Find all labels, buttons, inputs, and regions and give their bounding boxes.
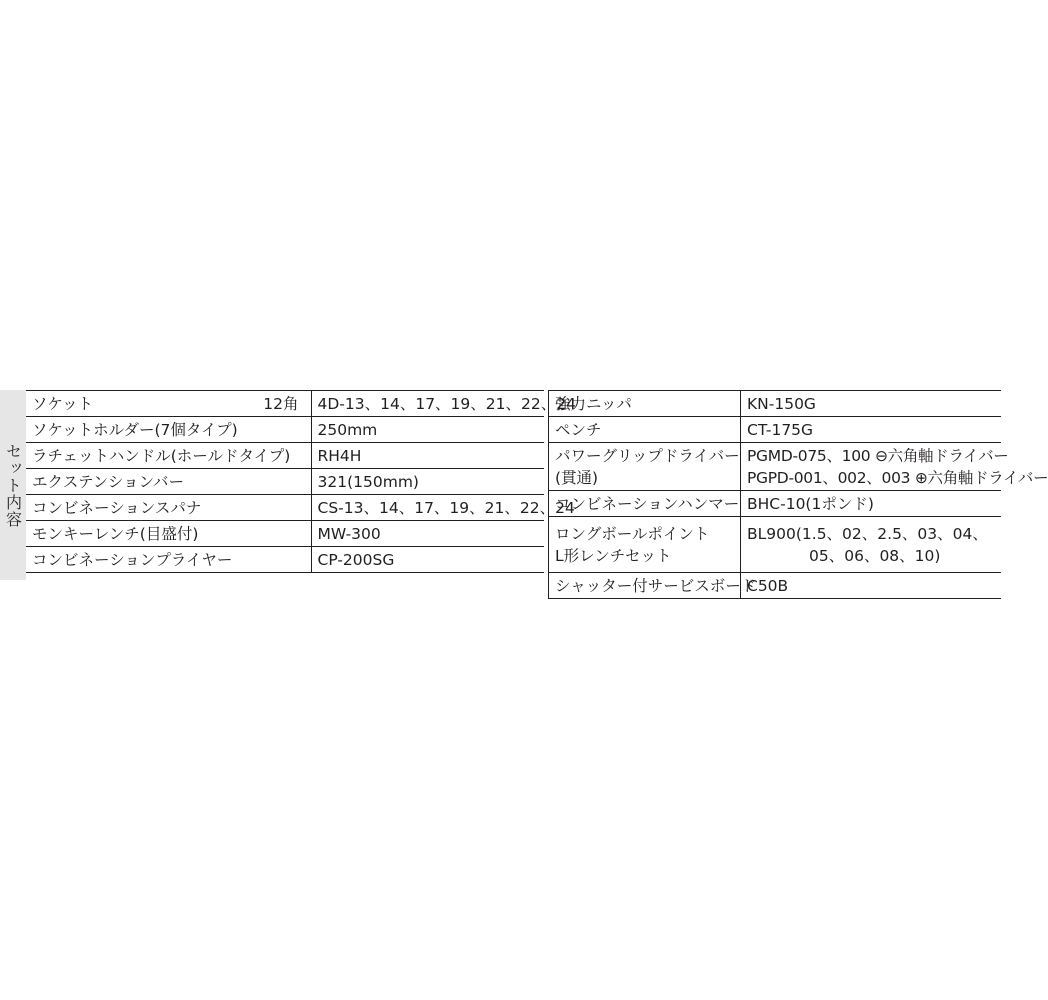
item-value: CS-13、14、17、19、21、22、24 [311, 495, 544, 521]
item-name: モンキーレンチ(目盛付) [26, 521, 311, 547]
table-row [26, 469, 544, 495]
item-name-cell [549, 517, 741, 573]
table-row [26, 443, 544, 469]
item-name: ペンチ [549, 417, 741, 443]
table-row [549, 391, 1001, 417]
left-spec-table [26, 390, 576, 573]
item-value: CT-175G [741, 417, 1001, 443]
item-name: コンビネーションハンマー [549, 491, 741, 517]
table-row [26, 391, 544, 417]
item-value-line: PGMD-075、100 ⊖六角軸ドライバー [747, 446, 1009, 465]
item-name: ラチェットハンドル(ホールドタイプ) [26, 443, 311, 469]
item-value-line: PGPD-001、002、003 ⊕六角軸ドライバー [747, 468, 1048, 487]
item-note: 12角 [263, 395, 299, 413]
item-value: BHC-10(1ポンド) [741, 491, 1001, 517]
table-row [549, 517, 1001, 573]
table-row [26, 547, 544, 573]
set-contents-label-text: セット内容 [3, 442, 23, 528]
table-row [549, 491, 1001, 517]
item-value-cell [741, 443, 1048, 491]
table-row [549, 573, 1001, 599]
item-value: 321(150mm) [311, 469, 544, 495]
item-value-cell [741, 517, 1001, 573]
item-name: エクステンションバー [26, 469, 311, 495]
set-contents-label [0, 390, 26, 580]
item-value-line: BL900(1.5、02、2.5、03、04、 [747, 524, 988, 543]
item-name: 強力ニッパ [549, 391, 741, 417]
item-value: C50B [741, 573, 1001, 599]
tool-set-spec-table [0, 390, 1048, 610]
item-value-line: 05、06、08、10) [809, 546, 941, 565]
item-name: コンビネーションスパナ [26, 495, 311, 521]
item-value: RH4H [311, 443, 544, 469]
item-name: シャッター付サービスボード [549, 573, 741, 599]
table-row [549, 417, 1001, 443]
item-name: ソケット [32, 394, 94, 413]
item-name-cell [549, 443, 741, 491]
table-row [26, 417, 544, 443]
item-name-line: (貫通) [555, 468, 599, 487]
item-name: コンビネーションプライヤー [26, 547, 311, 573]
item-value: KN-150G [741, 391, 1001, 417]
item-value: 4D-13、14、17、19、21、22、24 [311, 391, 544, 417]
item-value: MW-300 [311, 521, 544, 547]
item-value: 250mm [311, 417, 544, 443]
item-name-cell [26, 391, 311, 417]
item-name-line: ロングボールポイント [555, 524, 710, 543]
table-row [26, 521, 544, 547]
item-name: ソケットホルダー(7個タイプ) [26, 417, 311, 443]
item-name-line: L形レンチセット [555, 546, 672, 565]
right-spec-table [548, 390, 1048, 599]
item-value: CP-200SG [311, 547, 544, 573]
item-name-line: パワーグリップドライバー [555, 446, 740, 465]
table-row [549, 443, 1001, 491]
table-row [26, 495, 544, 521]
